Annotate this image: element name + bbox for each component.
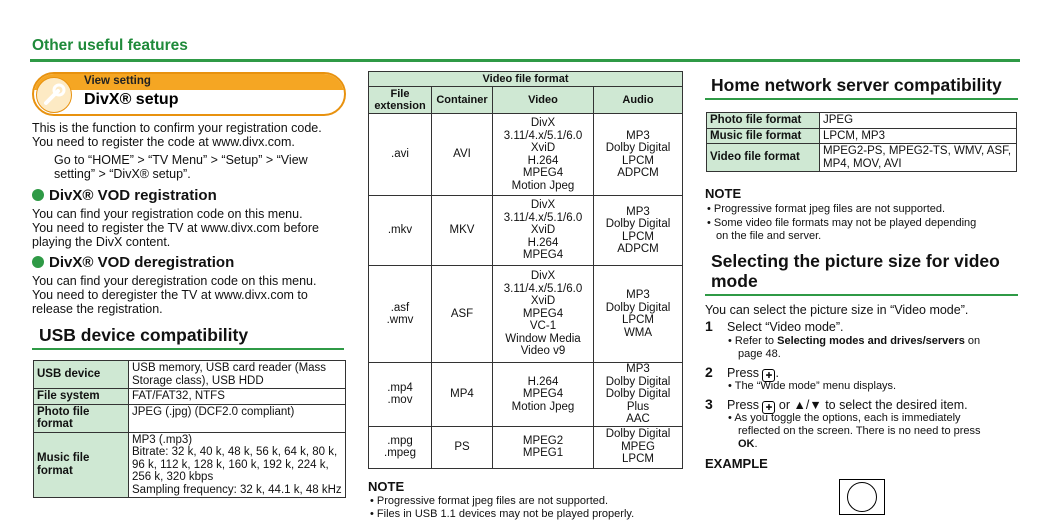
reg-line-3: playing the DivX content. <box>32 235 171 249</box>
usb-value: USB memory, USB card reader (Mass Storage class), USB HDD <box>129 361 346 389</box>
reg-line-1: You can find your registration code on this menu. <box>32 207 303 221</box>
col-header: Container <box>432 87 493 114</box>
section-divider <box>30 59 1020 62</box>
picture-size-heading-cont: mode <box>711 271 758 291</box>
example-screen <box>839 479 885 515</box>
table-row: Music file format LPCM, MP3 <box>707 128 1017 144</box>
picture-heading-rule <box>705 294 1018 296</box>
usb-compat-heading: USB device compatibility <box>39 325 249 345</box>
table-row: .mpg .mpeg PS MPEG2 MPEG1 Dolby Digital MPEG LPCM <box>369 426 683 468</box>
example-label: EXAMPLE <box>705 456 768 471</box>
circle-icon <box>847 482 877 512</box>
dereg-line-1: You can find your deregistration code on this menu. <box>32 274 317 288</box>
network-compat-heading: Home network server compatibility <box>711 75 1002 95</box>
step-2: 2 Press ✚ . <box>705 364 779 380</box>
step-1-sub: • Refer to Selecting modes and drives/servers on <box>728 335 981 347</box>
network-note-heading: NOTE <box>705 186 742 201</box>
table-row: Photo file format JPEG <box>707 113 1017 129</box>
usb-value: JPEG (.jpg) (DCF2.0 compliant) <box>129 404 346 432</box>
video-note-1: • Progressive format jpeg files are not supported. <box>370 495 609 507</box>
usb-key: File system <box>34 389 129 405</box>
step-1: 1 Select “Video mode”. <box>705 318 844 334</box>
vod-registration-heading: DivX® VOD registration <box>32 187 217 204</box>
network-note-2-cont: on the file and server. <box>716 230 822 242</box>
video-note-heading: NOTE <box>368 479 405 494</box>
col-header: Audio <box>594 87 683 114</box>
step-2-sub: • The “Wide mode” menu displays. <box>728 380 897 392</box>
table-row: Video file format MPEG2-PS, MPEG2-TS, WMV, ASF, MP4, MOV, AVI <box>707 144 1017 172</box>
network-note-2: • Some video file formats may not be played depending <box>707 217 977 229</box>
wrench-icon <box>36 77 72 113</box>
step-3-sub-ok: OK. <box>738 438 758 450</box>
step-3: 3 Press ✚ or ▲/▼ to select the desired item. <box>705 396 968 412</box>
table-row <box>34 389 346 405</box>
usb-value: FAT/FAT32, NTFS <box>129 389 346 405</box>
picture-size-heading: Selecting the picture size for video <box>711 251 1000 271</box>
step-3-sub: • As you toggle the options, each is immediately <box>728 412 961 424</box>
table-row: .mp4 .mov MP4 H.264 MPEG4 Motion Jpeg MP3 Dolby Digital Dolby Digital Plus AAC <box>369 363 683 427</box>
table-row <box>34 361 346 389</box>
usb-heading-rule <box>32 348 344 350</box>
usb-value: MP3 (.mp3) Bitrate: 32 k, 40 k, 48 k, 56 k, 64 k, 80 k, 96 k, 112 k, 128 k, 160 k, 192 k, 224 k, 256 k, 320 kbps Sampling frequency: 32 k, 44.1 k, 48 kHz <box>129 432 346 498</box>
bullet-dot-icon <box>32 256 44 268</box>
bullet-dot-icon <box>32 189 44 201</box>
enter-button-icon: ✚ <box>762 369 775 382</box>
step-3-sub-cont: reflected on the screen. There is no need to press <box>738 425 981 437</box>
intro-line-2: You need to register the code at www.divx.com. <box>32 135 295 149</box>
dereg-line-2: You need to deregister the TV at www.divx.com to <box>32 288 308 302</box>
dereg-line-3: release the registration. <box>32 302 163 316</box>
table-row <box>34 432 346 498</box>
video-table-title: Video file format <box>369 72 683 87</box>
nav-path-1: Go to “HOME” > “TV Menu” > “Setup” > “View <box>54 153 308 167</box>
table-row: .asf .wmv ASF DivX 3.11/4.x/5.1/6.0 XviD MPEG4 VC-1 Window Media Video v9 MP3 Dolby Digital LPCM WMA <box>369 266 683 363</box>
network-compat-table <box>706 112 1017 172</box>
view-setting-banner <box>32 72 346 116</box>
vod-deregistration-heading: DivX® VOD deregistration <box>32 254 234 271</box>
picture-intro: You can select the picture size in “Video mode”. <box>705 303 969 317</box>
table-row: .avi AVI DivX 3.11/4.x/5.1/6.0 XviD H.264 MPEG4 Motion Jpeg MP3 Dolby Digital LPCM ADPCM <box>369 114 683 196</box>
step-1-sub-cont: page 48. <box>738 348 781 360</box>
video-note-2: • Files in USB 1.1 devices may not be played properly. <box>370 508 635 520</box>
view-setting-label: View setting <box>84 75 151 87</box>
table-row: .mkv MKV DivX 3.11/4.x/5.1/6.0 XviD H.264 MPEG4 MP3 Dolby Digital LPCM ADPCM <box>369 196 683 266</box>
divx-setup-title: DivX® setup <box>84 91 179 108</box>
nav-path-2: setting” > “DivX® setup”. <box>54 167 191 181</box>
usb-key: USB device <box>34 361 129 389</box>
network-heading-rule <box>705 98 1018 100</box>
intro-line-1: This is the function to confirm your registration code. <box>32 121 322 135</box>
usb-key: Music file format <box>34 432 129 498</box>
enter-button-icon: ✚ <box>762 401 775 414</box>
col-header: Video <box>493 87 594 114</box>
reg-line-2: You need to register the TV at www.divx.com before <box>32 221 319 235</box>
section-title: Other useful features <box>32 37 188 54</box>
network-note-1: • Progressive format jpeg files are not supported. <box>707 203 946 215</box>
table-row <box>34 404 346 432</box>
video-format-table <box>368 71 683 469</box>
col-header: File extension <box>369 87 432 114</box>
usb-compat-table <box>33 360 346 498</box>
usb-key: Photo file format <box>34 404 129 432</box>
